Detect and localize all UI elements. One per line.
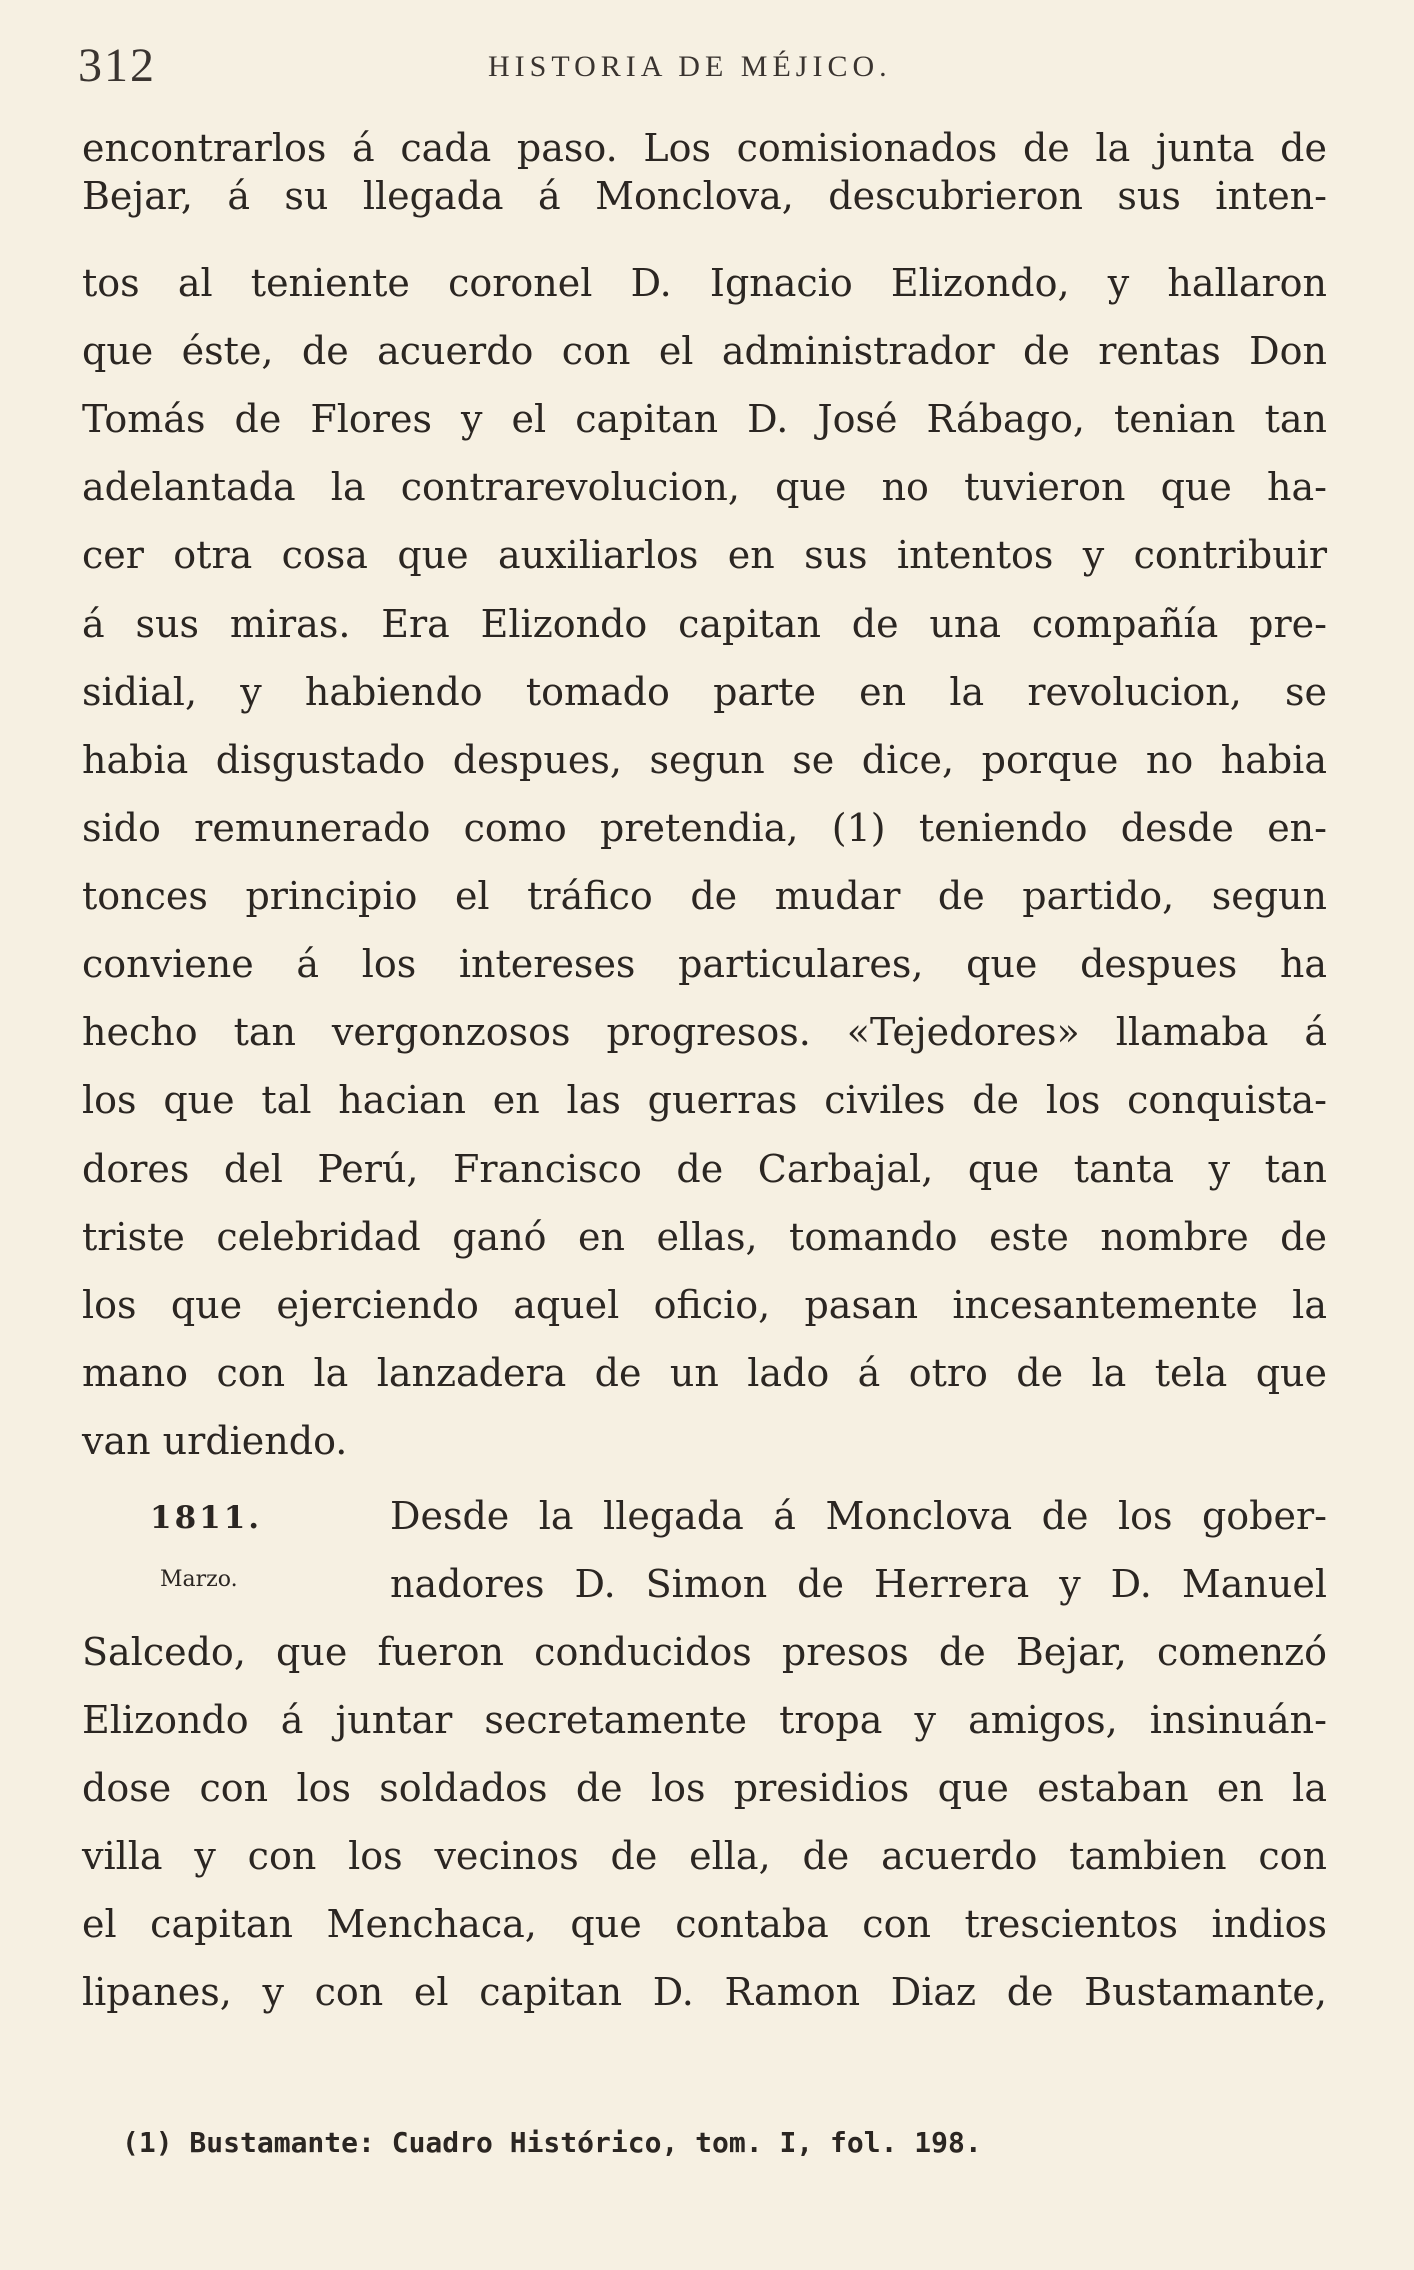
text-line: mano con la lanzadera de un lado á otro de la tela que bbox=[82, 1351, 1327, 1395]
text-line: Tomás de Flores y el capitan D. José Rábago, tenian tan bbox=[82, 397, 1327, 441]
text-line: sidial, y habiendo tomado parte en la revolucion, se bbox=[82, 670, 1327, 714]
running-title: HISTORIA DE MÉJICO. bbox=[488, 50, 892, 83]
text-line: Desde la llegada á Monclova de los gober- bbox=[390, 1494, 1327, 1538]
text-line: el capitan Menchaca, que contaba con trescientos indios bbox=[82, 1902, 1327, 1946]
text-line: que éste, de acuerdo con el administrador de rentas Don bbox=[82, 329, 1327, 373]
text-line: los que tal hacian en las guerras civiles de los conquista- bbox=[82, 1078, 1327, 1122]
text-line: á sus miras. Era Elizondo capitan de una compañía pre- bbox=[82, 602, 1327, 646]
text-line: adelantada la contrarevolucion, que no tuvieron que ha- bbox=[82, 465, 1327, 509]
text-line: sido remunerado como pretendia, (1) teniendo desde en- bbox=[82, 806, 1327, 850]
text-line: triste celebridad ganó en ellas, tomando este nombre de bbox=[82, 1215, 1327, 1259]
text-line: habia disgustado despues, segun se dice, porque no habia bbox=[82, 738, 1327, 782]
footnote: (1) Bustamante: Cuadro Histórico, tom. I, fol. 198. bbox=[122, 2126, 982, 2159]
text-line: lipanes, y con el capitan D. Ramon Diaz de Bustamante, bbox=[82, 1970, 1327, 2014]
text-line: tonces principio el tráfico de mudar de partido, segun bbox=[82, 874, 1327, 918]
margin-note-month: Marzo. bbox=[160, 1567, 238, 1592]
margin-note-year: 1811. bbox=[150, 1500, 263, 1536]
text-line: tos al teniente coronel D. Ignacio Elizondo, y hallaron bbox=[82, 261, 1327, 305]
text-line: Bejar, á su llegada á Monclova, descubrieron sus inten- bbox=[82, 174, 1327, 218]
text-line: dores del Perú, Francisco de Carbajal, que tanta y tan bbox=[82, 1147, 1327, 1191]
page-number: 312 bbox=[78, 39, 156, 92]
text-line: van urdiendo. bbox=[82, 1419, 348, 1463]
text-line: Salcedo, que fueron conducidos presos de Bejar, comenzó bbox=[82, 1630, 1327, 1674]
text-line: villa y con los vecinos de ella, de acuerdo tambien con bbox=[82, 1834, 1327, 1878]
text-line: hecho tan vergonzosos progresos. «Tejedores» llamaba á bbox=[82, 1010, 1327, 1054]
text-line: los que ejerciendo aquel oficio, pasan incesantemente la bbox=[82, 1283, 1327, 1327]
text-line: cer otra cosa que auxiliarlos en sus intentos y contribuir bbox=[82, 533, 1327, 577]
text-line: dose con los soldados de los presidios que estaban en la bbox=[82, 1766, 1327, 1810]
text-line: encontrarlos á cada paso. Los comisionados de la junta de bbox=[82, 126, 1327, 170]
page-header bbox=[78, 38, 1328, 98]
text-line: conviene á los intereses particulares, que despues ha bbox=[82, 942, 1327, 986]
text-line: Elizondo á juntar secretamente tropa y amigos, insinuán- bbox=[82, 1698, 1327, 1742]
text-line: nadores D. Simon de Herrera y D. Manuel bbox=[390, 1562, 1327, 1606]
